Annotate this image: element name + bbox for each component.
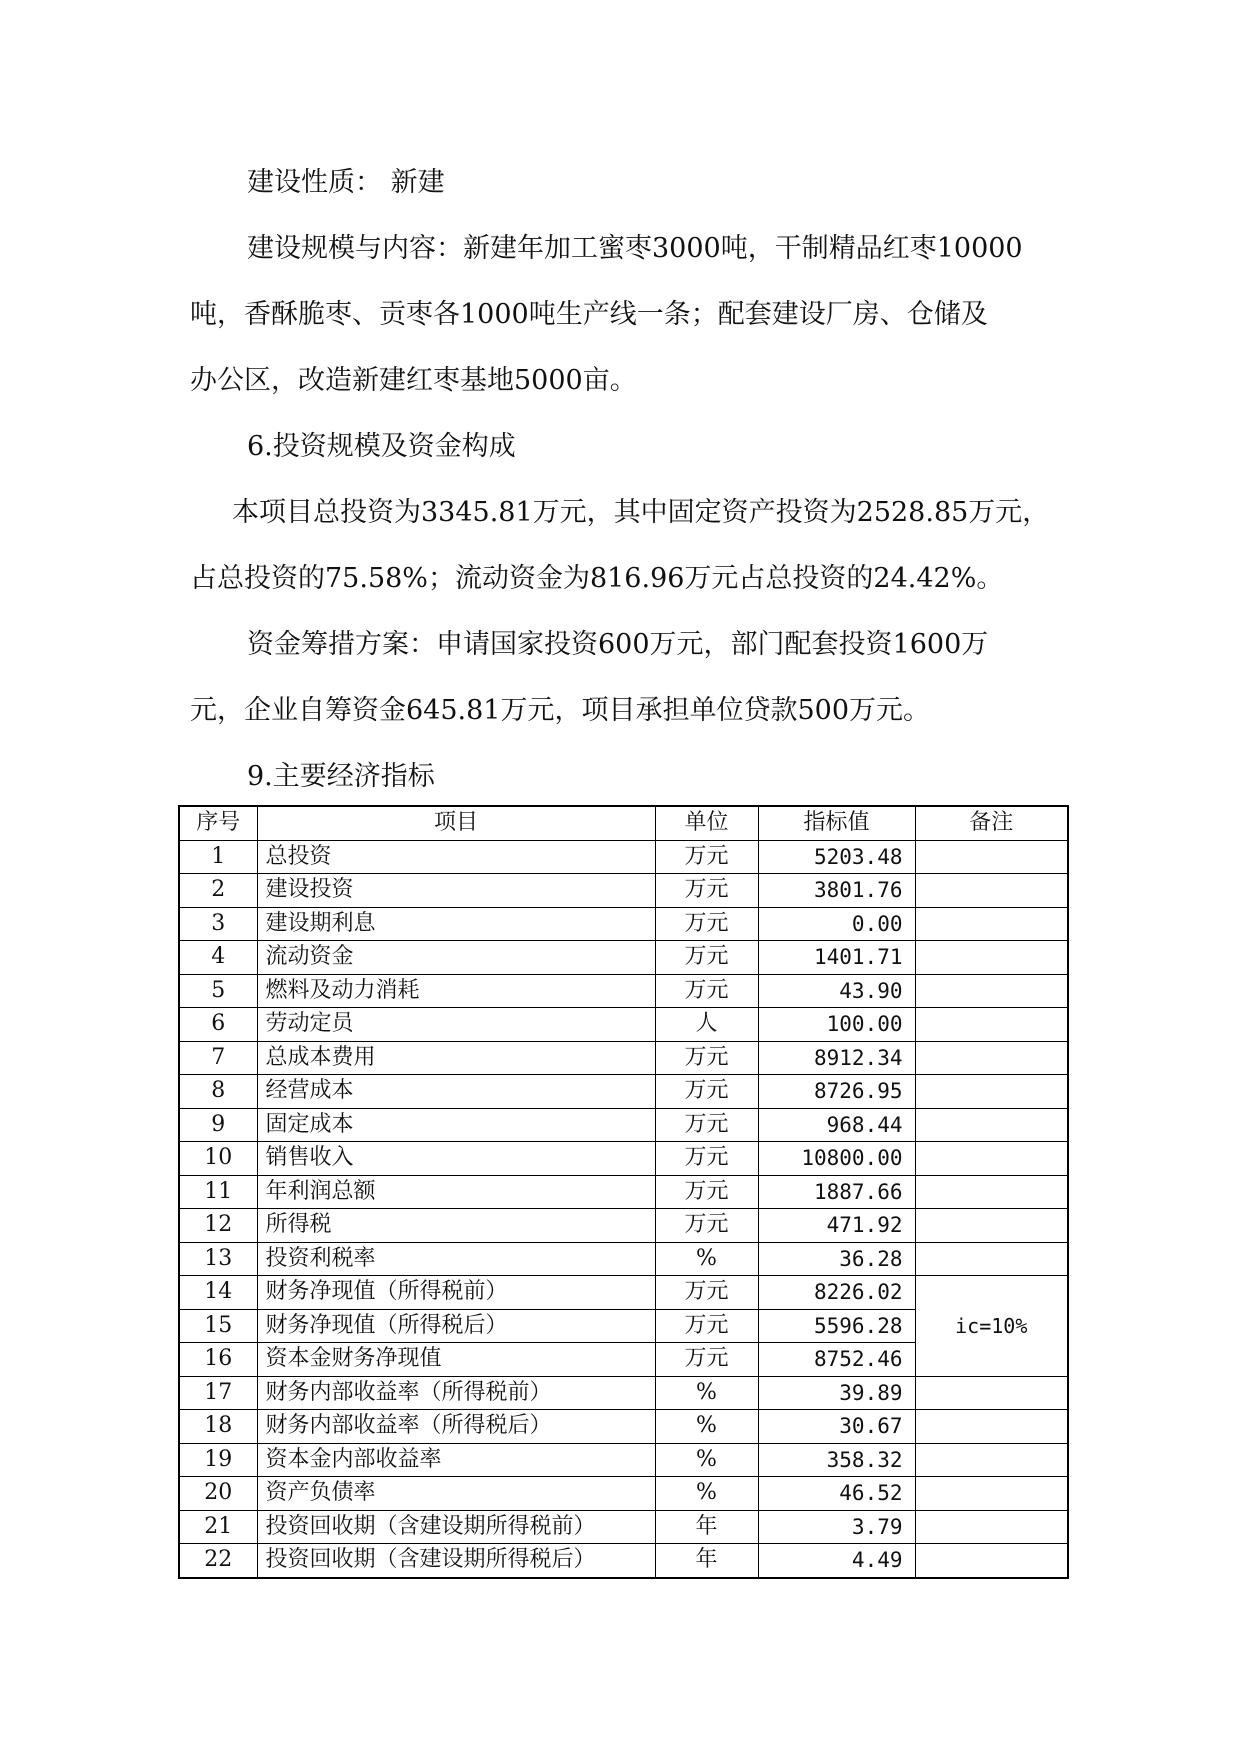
row-note-cell — [915, 1041, 1068, 1075]
construction-scope-line-3: 办公区，改造新建红枣基地5000亩。 — [190, 365, 637, 396]
row-item-cell: 燃料及动力消耗 — [257, 974, 655, 1008]
row-note-cell — [915, 1376, 1068, 1410]
row-note-cell — [915, 840, 1068, 874]
row-unit-cell: 年 — [655, 1544, 758, 1578]
row-item-cell: 销售收入 — [257, 1142, 655, 1176]
row-item-cell: 劳动定员 — [257, 1008, 655, 1042]
table-row — [179, 1276, 1068, 1310]
row-seq-cell: 6 — [179, 1008, 257, 1042]
row-seq-cell: 16 — [179, 1343, 257, 1377]
row-value-cell: 8912.34 — [758, 1041, 915, 1075]
row-seq-cell: 1 — [179, 840, 257, 874]
row-value-cell: 4.49 — [758, 1544, 915, 1578]
row-value-cell: 30.67 — [758, 1410, 915, 1444]
row-unit-cell: % — [655, 1242, 758, 1276]
row-item-cell: 资本金财务净现值 — [257, 1343, 655, 1377]
row-unit-cell: % — [655, 1477, 758, 1511]
table-row — [179, 840, 1068, 874]
row-item-cell: 建设期利息 — [257, 907, 655, 941]
table-row — [179, 1376, 1068, 1410]
row-seq-cell: 20 — [179, 1477, 257, 1511]
row-item-cell: 经营成本 — [257, 1075, 655, 1109]
total-investment-line-1: 本项目总投资为3345.81万元，其中固定资产投资为2528.85万元， — [232, 497, 1050, 528]
row-seq-cell: 11 — [179, 1175, 257, 1209]
row-unit-cell: 万元 — [655, 1276, 758, 1310]
row-seq-cell: 18 — [179, 1410, 257, 1444]
row-unit-cell: 万元 — [655, 1142, 758, 1176]
row-value-cell: 36.28 — [758, 1242, 915, 1276]
row-note-cell — [915, 907, 1068, 941]
header-item: 项目 — [257, 806, 655, 840]
row-value-cell: 10800.00 — [758, 1142, 915, 1176]
row-value-cell: 46.52 — [758, 1477, 915, 1511]
row-unit-cell: 万元 — [655, 974, 758, 1008]
row-note-cell — [915, 1477, 1068, 1511]
row-note-cell — [915, 1108, 1068, 1142]
row-value-cell: 1401.71 — [758, 941, 915, 975]
table-row — [179, 1142, 1068, 1176]
table-row — [179, 1443, 1068, 1477]
row-unit-cell: 万元 — [655, 1041, 758, 1075]
row-note-cell — [915, 874, 1068, 908]
row-note-cell — [915, 1242, 1068, 1276]
row-seq-cell: 3 — [179, 907, 257, 941]
row-unit-cell: 万元 — [655, 1108, 758, 1142]
row-seq-cell: 4 — [179, 941, 257, 975]
economic-indicators-table — [178, 805, 1069, 1579]
financing-plan-line-1: 资金筹措方案：申请国家投资600万元，部门配套投资1600万 — [247, 629, 989, 660]
header-seq: 序号 — [179, 806, 257, 840]
header-unit: 单位 — [655, 806, 758, 840]
economic-indicators-heading-text: 9.主要经济指标 — [247, 761, 435, 792]
table-row — [179, 1075, 1068, 1109]
row-note-cell — [915, 1075, 1068, 1109]
table-header-row — [179, 806, 1068, 840]
investment-section-heading-text: 6.投资规模及资金构成 — [247, 431, 516, 462]
row-item-cell: 总投资 — [257, 840, 655, 874]
table-body — [179, 840, 1068, 1578]
row-note-cell — [915, 1209, 1068, 1243]
table-row — [179, 1041, 1068, 1075]
row-unit-cell: 万元 — [655, 1209, 758, 1243]
row-unit-cell: 万元 — [655, 1175, 758, 1209]
row-unit-cell: 年 — [655, 1510, 758, 1544]
row-note-cell — [915, 1544, 1068, 1578]
header-value: 指标值 — [758, 806, 915, 840]
row-item-cell: 固定成本 — [257, 1108, 655, 1142]
row-item-cell: 总成本费用 — [257, 1041, 655, 1075]
economic-indicators-table-wrap — [178, 805, 1067, 1579]
row-seq-cell: 2 — [179, 874, 257, 908]
row-item-cell: 财务净现值（所得税前） — [257, 1276, 655, 1310]
row-note-cell — [915, 1142, 1068, 1176]
row-unit-cell: % — [655, 1443, 758, 1477]
row-seq-cell: 5 — [179, 974, 257, 1008]
construction-nature-text: 建设性质： 新建 — [247, 167, 445, 198]
table-row — [179, 1008, 1068, 1042]
row-note-cell — [915, 1510, 1068, 1544]
table-row — [179, 874, 1068, 908]
row-seq-cell: 15 — [179, 1309, 257, 1343]
row-note-cell-merged: ic=10% — [915, 1276, 1068, 1377]
row-item-cell: 年利润总额 — [257, 1175, 655, 1209]
financing-plan-paragraph — [190, 612, 1070, 744]
row-unit-cell: 万元 — [655, 1309, 758, 1343]
row-note-cell — [915, 1008, 1068, 1042]
row-seq-cell: 7 — [179, 1041, 257, 1075]
header-note: 备注 — [915, 806, 1068, 840]
row-item-cell: 资本金内部收益率 — [257, 1443, 655, 1477]
table-row — [179, 941, 1068, 975]
construction-scope-line-2: 吨，香酥脆枣、贡枣各1000吨生产线一条；配套建设厂房、仓储及 — [190, 299, 988, 330]
table-row — [179, 1242, 1068, 1276]
row-value-cell: 471.92 — [758, 1209, 915, 1243]
row-unit-cell: 万元 — [655, 840, 758, 874]
row-item-cell: 流动资金 — [257, 941, 655, 975]
row-unit-cell: 万元 — [655, 874, 758, 908]
table-row — [179, 1544, 1068, 1578]
table-row — [179, 907, 1068, 941]
construction-nature-paragraph — [190, 150, 1127, 216]
row-unit-cell: % — [655, 1410, 758, 1444]
row-seq-cell: 12 — [179, 1209, 257, 1243]
table-row — [179, 974, 1068, 1008]
row-note-cell — [915, 941, 1068, 975]
row-seq-cell: 14 — [179, 1276, 257, 1310]
row-unit-cell: % — [655, 1376, 758, 1410]
table-row — [179, 1209, 1068, 1243]
row-note-cell — [915, 1410, 1068, 1444]
row-value-cell: 100.00 — [758, 1008, 915, 1042]
table-row — [179, 1108, 1068, 1142]
row-item-cell: 资产负债率 — [257, 1477, 655, 1511]
row-seq-cell: 19 — [179, 1443, 257, 1477]
row-value-cell: 0.00 — [758, 907, 915, 941]
table-row — [179, 1410, 1068, 1444]
row-item-cell: 建设投资 — [257, 874, 655, 908]
table-row — [179, 1477, 1068, 1511]
row-item-cell: 财务净现值（所得税后） — [257, 1309, 655, 1343]
row-value-cell: 968.44 — [758, 1108, 915, 1142]
row-seq-cell: 17 — [179, 1376, 257, 1410]
row-note-cell — [915, 974, 1068, 1008]
total-investment-paragraph — [190, 480, 1070, 612]
economic-indicators-heading — [190, 744, 1127, 810]
row-note-cell — [915, 1175, 1068, 1209]
row-seq-cell: 13 — [179, 1242, 257, 1276]
total-investment-line-2: 占总投资的75.58%；流动资金为816.96万元占总投资的24.42%。 — [190, 563, 1004, 594]
table-row — [179, 1175, 1068, 1209]
financing-plan-line-2: 元，企业自筹资金645.81万元，项目承担单位贷款500万元。 — [190, 695, 931, 726]
row-value-cell: 43.90 — [758, 974, 915, 1008]
row-unit-cell: 万元 — [655, 1343, 758, 1377]
row-value-cell: 358.32 — [758, 1443, 915, 1477]
row-seq-cell: 8 — [179, 1075, 257, 1109]
row-item-cell: 投资回收期（含建设期所得税前） — [257, 1510, 655, 1544]
row-value-cell: 5596.28 — [758, 1309, 915, 1343]
row-seq-cell: 9 — [179, 1108, 257, 1142]
investment-section-heading — [190, 414, 1127, 480]
row-value-cell: 1887.66 — [758, 1175, 915, 1209]
row-note-cell — [915, 1443, 1068, 1477]
row-item-cell: 所得税 — [257, 1209, 655, 1243]
row-unit-cell: 万元 — [655, 907, 758, 941]
row-value-cell: 3801.76 — [758, 874, 915, 908]
construction-scope-paragraph — [190, 216, 1070, 414]
row-unit-cell: 人 — [655, 1008, 758, 1042]
row-seq-cell: 10 — [179, 1142, 257, 1176]
row-value-cell: 8726.95 — [758, 1075, 915, 1109]
row-seq-cell: 21 — [179, 1510, 257, 1544]
construction-scope-line-1: 建设规模与内容：新建年加工蜜枣3000吨，干制精品红枣10000 — [247, 233, 1023, 264]
row-value-cell: 5203.48 — [758, 840, 915, 874]
row-unit-cell: 万元 — [655, 941, 758, 975]
row-value-cell: 8226.02 — [758, 1276, 915, 1310]
row-item-cell: 财务内部收益率（所得税后） — [257, 1410, 655, 1444]
row-value-cell: 8752.46 — [758, 1343, 915, 1377]
row-value-cell: 39.89 — [758, 1376, 915, 1410]
row-item-cell: 投资回收期（含建设期所得税后） — [257, 1544, 655, 1578]
row-item-cell: 投资利税率 — [257, 1242, 655, 1276]
table-row — [179, 1510, 1068, 1544]
row-item-cell: 财务内部收益率（所得税前） — [257, 1376, 655, 1410]
row-unit-cell: 万元 — [655, 1075, 758, 1109]
row-value-cell: 3.79 — [758, 1510, 915, 1544]
row-seq-cell: 22 — [179, 1544, 257, 1578]
